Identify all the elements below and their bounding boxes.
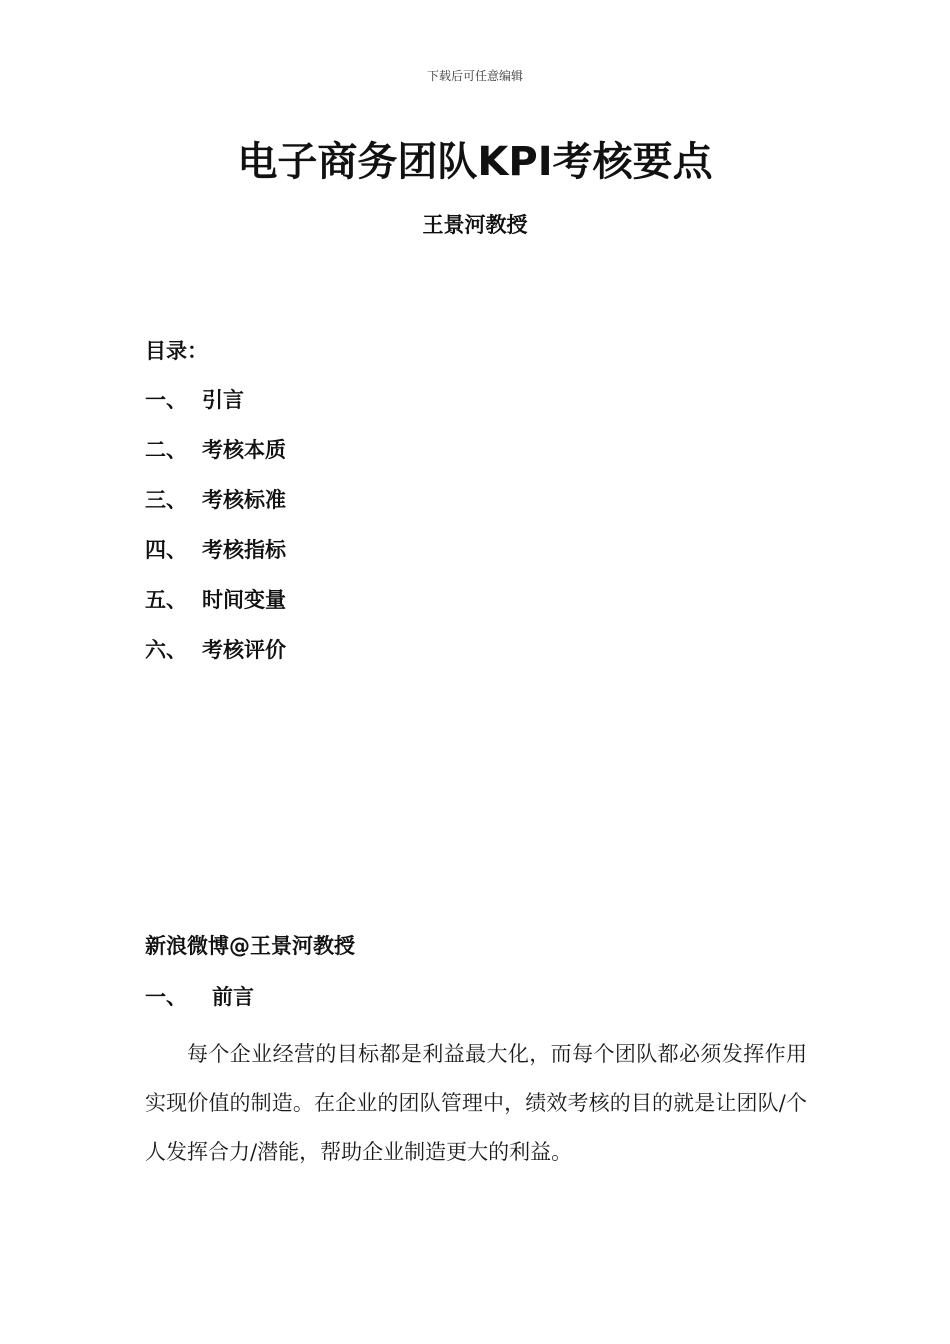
section-title: 前言 <box>212 985 254 1009</box>
toc-item-number: 四、 <box>145 538 187 562</box>
toc-item-label: 引言 <box>202 388 244 412</box>
toc-item-2 <box>145 435 286 485</box>
toc-item-number: 六、 <box>145 638 187 662</box>
toc-item-number: 二、 <box>145 438 187 462</box>
page-header-note: 下载后可任意编辑 <box>426 69 523 83</box>
toc-item-label: 考核标准 <box>202 488 286 512</box>
toc-item-label: 考核本质 <box>202 438 286 462</box>
toc-item-number: 一、 <box>145 388 187 412</box>
toc-item-6 <box>145 635 286 685</box>
toc-item-label: 时间变量 <box>202 588 286 612</box>
section-number: 一、 <box>145 985 187 1009</box>
toc-item-number: 三、 <box>145 488 187 512</box>
weibo-credit: 新浪微博@王景河教授 <box>145 934 355 958</box>
toc-item-number: 五、 <box>145 588 187 612</box>
toc-item-5 <box>145 585 286 635</box>
toc-item-label: 考核指标 <box>202 538 286 562</box>
document-author: 王景河教授 <box>422 213 528 237</box>
toc-item-4 <box>145 535 286 585</box>
body-paragraph: 每个企业经营的目标都是利益最大化，而每个团队都必须发挥作用实现价值的制造。在企业的团队管理中，绩效考核的目的就是让团队/个人发挥合力/潜能，帮助企业制造更大的利益。 <box>145 1042 807 1164</box>
toc-item-3 <box>145 485 286 535</box>
document-title: 电子商务团队KPI考核要点 <box>237 139 713 185</box>
toc-item-1 <box>145 385 286 435</box>
table-of-contents <box>145 385 286 685</box>
section-heading <box>145 982 254 1012</box>
toc-item-label: 考核评价 <box>202 638 286 662</box>
toc-heading: 目录： <box>145 339 208 363</box>
